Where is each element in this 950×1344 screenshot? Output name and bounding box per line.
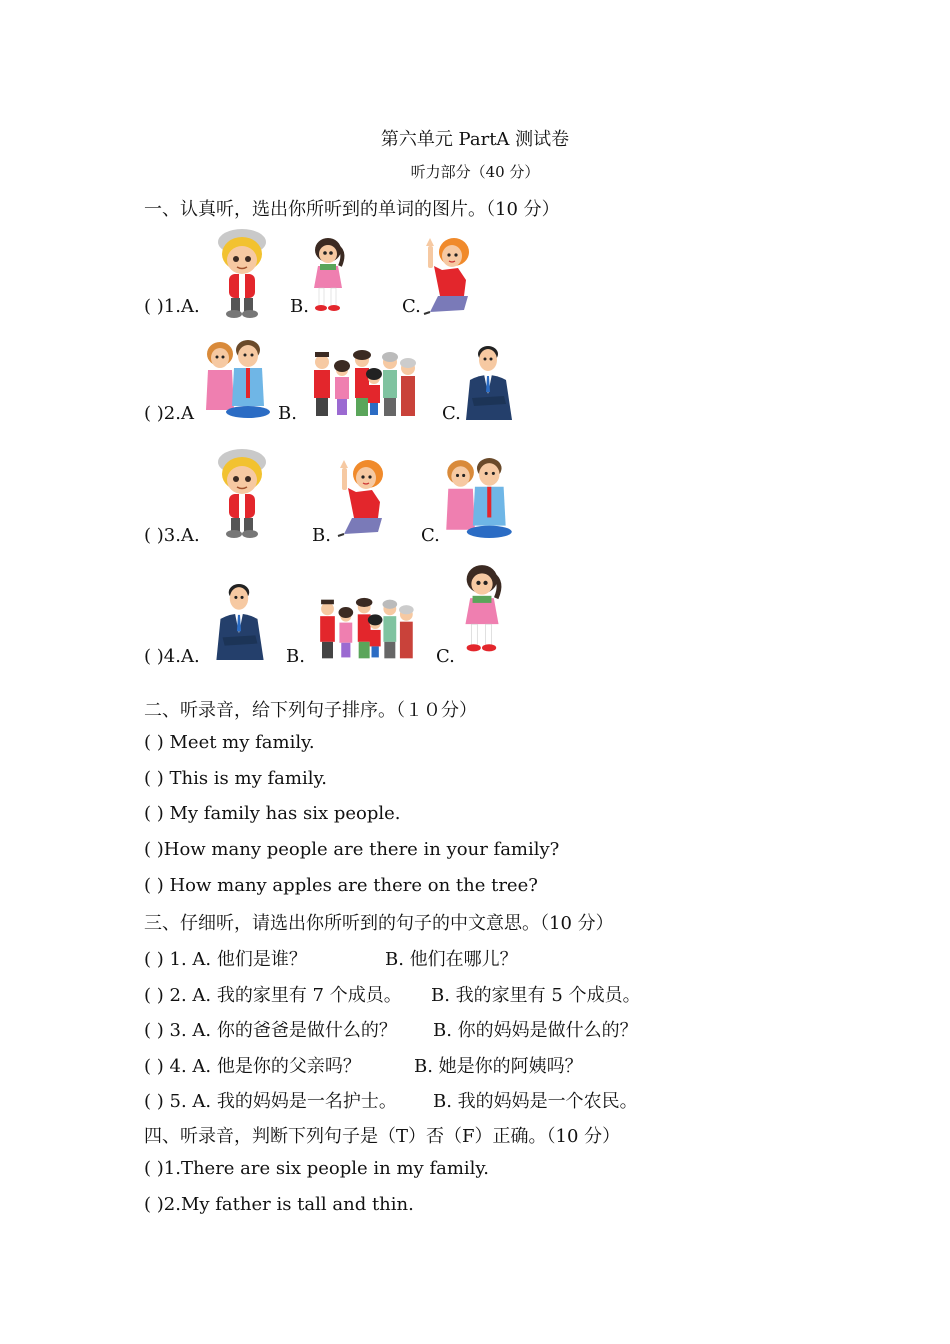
part2-item-3: ( ) My family has six people. bbox=[144, 803, 401, 824]
q1-prefix: ( )1.A. bbox=[144, 296, 200, 317]
father-icon bbox=[212, 582, 268, 662]
part3-item-4-a: ( ) 4. A. 他是你的父亲吗？ bbox=[144, 1056, 361, 1077]
big-family-icon bbox=[316, 596, 416, 662]
mother-icon bbox=[420, 236, 474, 316]
part2-item-5: ( ) How many apples are there on the tree? bbox=[144, 875, 538, 896]
big-family-icon bbox=[310, 348, 418, 420]
part2-item-4: ( )How many people are there in your family? bbox=[144, 839, 560, 860]
couple-icon bbox=[202, 338, 272, 420]
boy-icon bbox=[212, 448, 272, 540]
part4-item-2: ( )2.My father is tall and thin. bbox=[144, 1194, 414, 1215]
part4-heading: 四、听录音，判断下列句子是（T）否（F）正确。（10 分） bbox=[144, 1126, 621, 1147]
q1-option-c-label: C. bbox=[402, 296, 421, 317]
page-subtitle: 听力部分（40 分） bbox=[410, 163, 540, 181]
mother-icon bbox=[334, 456, 388, 540]
part2-item-2: ( ) This is my family. bbox=[144, 768, 327, 789]
girl-icon bbox=[456, 558, 508, 662]
part2-heading: 二、听录音，给下列句子排序。（１０分） bbox=[144, 700, 477, 721]
girl-icon bbox=[306, 236, 350, 316]
q3-option-c-label: C. bbox=[421, 525, 440, 546]
part3-item-2-b: B. 我的家里有 5 个成员。 bbox=[431, 985, 641, 1006]
part3-item-3-a: ( ) 3. A. 你的爸爸是做什么的？ bbox=[144, 1020, 397, 1041]
part3-heading: 三、仔细听，请选出你所听到的句子的中文意思。（10 分） bbox=[144, 913, 614, 934]
part3-item-3-b: B. 你的妈妈是做什么的？ bbox=[433, 1020, 638, 1041]
father-icon bbox=[462, 344, 516, 422]
q2-option-c-label: C. bbox=[442, 403, 461, 424]
part3-item-1-a: ( ) 1. A. 他们是谁？ bbox=[144, 949, 307, 970]
q4-option-c-label: C. bbox=[436, 646, 455, 667]
q3-prefix: ( )3.A. bbox=[144, 525, 200, 546]
couple-icon bbox=[442, 456, 514, 540]
part3-item-2-a: ( ) 2. A. 我的家里有 7 个成员。 bbox=[144, 985, 402, 1006]
part2-item-1: ( ) Meet my family. bbox=[144, 732, 315, 753]
page-title: 第六单元 PartA 测试卷 bbox=[380, 129, 570, 150]
q2-prefix: ( )2.A bbox=[144, 403, 194, 424]
q1-option-b-label: B. bbox=[290, 296, 309, 317]
part3-item-5-b: B. 我的妈妈是一个农民。 bbox=[433, 1091, 638, 1112]
q2-option-b-label: B. bbox=[278, 403, 297, 424]
q3-option-b-label: B. bbox=[312, 525, 331, 546]
part1-heading: 一、认真听，选出你所听到的单词的图片。（10 分） bbox=[144, 199, 560, 220]
boy-icon bbox=[212, 228, 272, 320]
part3-item-1-b: B. 他们在哪儿？ bbox=[385, 949, 518, 970]
part4-item-1: ( )1.There are six people in my family. bbox=[144, 1158, 489, 1179]
part3-item-4-b: B. 她是你的阿姨吗？ bbox=[414, 1056, 583, 1077]
part3-item-5-a: ( ) 5. A. 我的妈妈是一名护士。 bbox=[144, 1091, 397, 1112]
q4-prefix: ( )4.A. bbox=[144, 646, 200, 667]
q4-option-b-label: B. bbox=[286, 646, 305, 667]
